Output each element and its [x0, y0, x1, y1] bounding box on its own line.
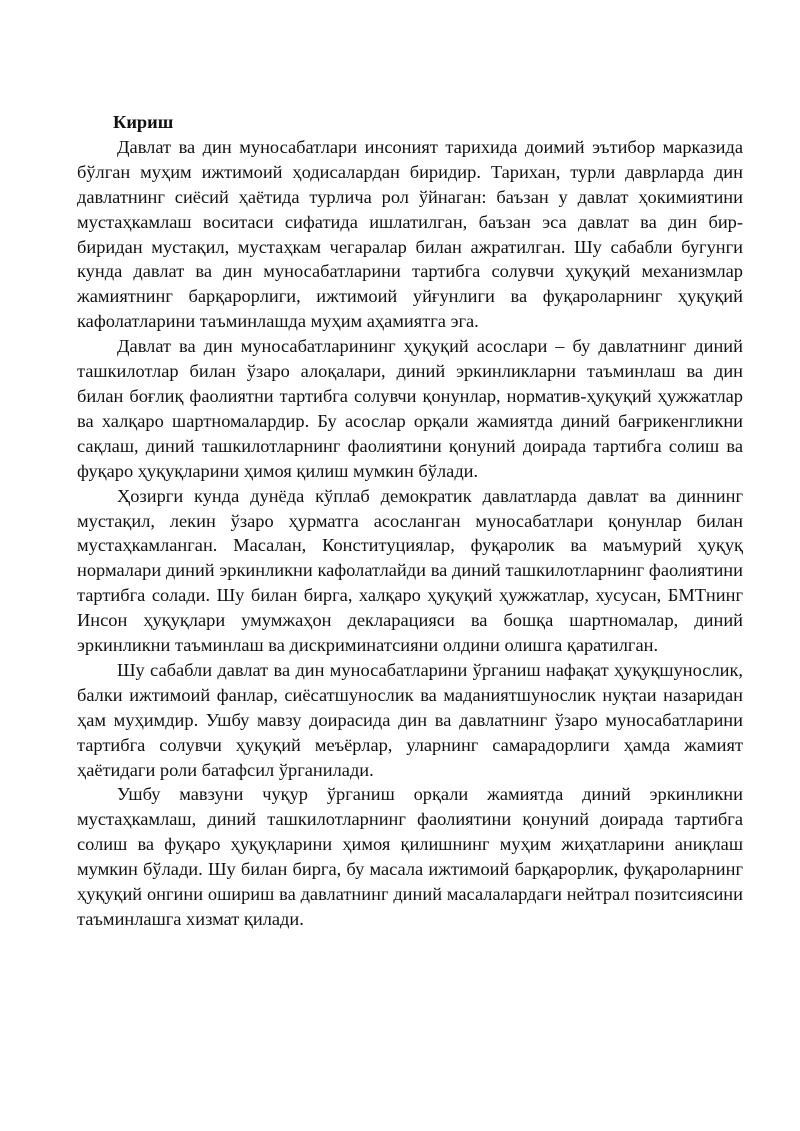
document-page	[77, 110, 743, 932]
paragraph-1: Давлат ва дин муносабатлари инсоният тарихида доимий эътибор марказида бўлган муҳим ижтимоий ҳодисалардан биридир. Тарихан, турли даврларда дин давлатнинг сиёсий ҳаётида турлича рол ўйнаган: баъзан у давлат ҳокимиятини мустаҳкамлаш воситаси сифатида ишлатилган, баъзан эса давлат ва дин бир-биридан мустақил, мустаҳкам чегаралар билан ажратилган. Шу сабабли бугунги кунда давлат ва дин муносабатларини тартибга солувчи ҳуқуқий механизмлар жамиятнинг барқарорлиги, ижтимоий уйғунлиги ва фуқароларнинг ҳуқуқий кафолатларини таъминлашда муҳим аҳамиятга эга.	[77, 136, 743, 332]
paragraph-2: Давлат ва дин муносабатларининг ҳуқуқий асослари – бу давлатнинг диний ташкилотлар билан ўзаро алоқалари, диний эркинликларни таъминлаш ва дин билан боғлиқ фаолиятни тартибга солувчи қонунлар, норматив-ҳуқуқий ҳужжатлар ва халқаро шартномалардир. Бу асослар орқали жамиятда диний бағрикенгликни сақлаш, диний ташкилотларнинг фаолиятини қонуний доирада тартибга солиш ва фуқаро ҳуқуқларини ҳимоя қилиш мумкин бўлади.	[77, 336, 743, 481]
paragraph-4: Шу сабабли давлат ва дин муносабатларини ўрганиш нафақат ҳуқуқшунослик, балки ижтимоий фанлар, сиёсатшунослик ва маданиятшунослик нуқтаи назаридан ҳам муҳимдир. Ушбу мавзу доирасида дин ва давлатнинг ўзаро муносабатларини тартибга солувчи ҳуқуқий меъёрлар, уларнинг самарадорлиги ҳамда жамият ҳаётидаги роли батафсил ўрганилади.	[77, 659, 743, 780]
paragraph-3: Ҳозирги кунда дунёда кўплаб демократик давлатларда давлат ва диннинг мустақил, лекин ўзаро ҳурматга асосланган муносабатлари қонунлар билан мустаҳкамланган. Масалан, Конституциялар, фуқаролик ва маъмурий ҳуқуқ нормалари диний эркинликни кафолатлайди ва диний ташкилотларнинг фаолиятини тартибга солади. Шу билан бирга, халқаро ҳуқуқий ҳужжатлар, хусусан, БМТнинг Инсон ҳуқуқлари умумжаҳон декларацияси ва бошқа шартномалар, диний эркинликни таъминлаш ва дискриминатсияни олдини олишга қаратилган.	[77, 485, 743, 656]
paragraph-5: Ушбу мавзуни чуқур ўрганиш орқали жамиятда диний эркинликни мустаҳкамлаш, диний ташкилотларнинг фаолиятини қонуний доирада тартибга солиш ва фуқаро ҳуқуқларини ҳимоя қилишнинг муҳим жиҳатларини аниқлаш мумкин бўлади. Шу билан бирга, бу масала ижтимоий барқарорлик, фуқароларнинг ҳуқуқий онгини ошириш ва давлатнинг диний масалалардаги нейтрал позитсиясини таъминлашга хизмат қилади.	[77, 784, 743, 929]
section-heading: Кириш	[113, 112, 174, 132]
